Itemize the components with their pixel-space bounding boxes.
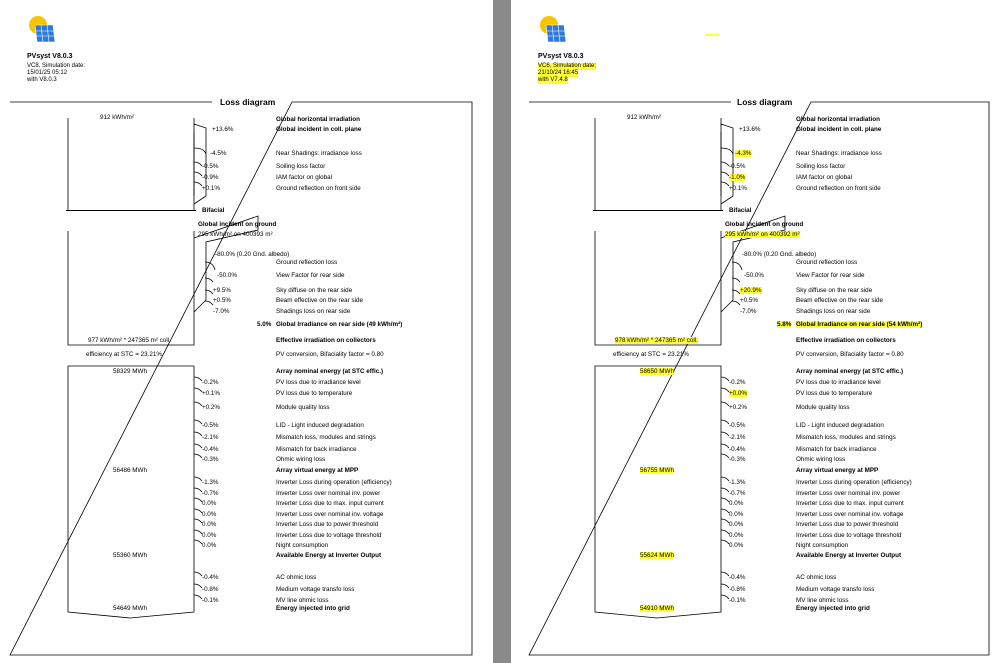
label-mv-transfo: Medium voltage transfo loss bbox=[276, 586, 355, 593]
pct-mismatch: -2.1% bbox=[729, 434, 746, 441]
report-page-left bbox=[0, 0, 493, 663]
label-inv-volt: Inverter Loss over nominal inv. voltage bbox=[796, 511, 904, 518]
label-temp: PV loss due to temperature bbox=[796, 390, 873, 397]
pct-view: -50.0% bbox=[744, 272, 764, 279]
pct-lid: -0.5% bbox=[729, 422, 746, 429]
nominal-energy-value: 58329 MWh bbox=[113, 368, 147, 375]
label-soil: Soiling loss factor bbox=[276, 163, 326, 170]
pct-inv-vth: 0.0% bbox=[202, 532, 217, 539]
pct-iam: -0.9% bbox=[202, 174, 219, 181]
stc-efficiency: efficiency at STC = 23.21% bbox=[613, 351, 690, 358]
effective-irradiance-value: 978 kWh/m² * 247365 m² coll. bbox=[615, 337, 698, 344]
label-pvconv: PV conversion, Bifaciality factor = 0.80 bbox=[276, 351, 384, 358]
ground-value: 295 kWh/m² on 400393 m² bbox=[198, 231, 273, 238]
label-gcoll: Global incident in coll. plane bbox=[276, 126, 362, 133]
label-view: View Factor for rear side bbox=[796, 272, 865, 279]
label-near: Near Shadings: irradiance loss bbox=[796, 150, 882, 157]
label-iam: IAM factor on global bbox=[796, 174, 853, 181]
label-soil: Soiling loss factor bbox=[796, 163, 846, 170]
label-inv-pth: Inverter Loss due to power threshold bbox=[276, 521, 379, 528]
label-beam: Beam effective on the rear side bbox=[796, 297, 884, 304]
label-ohmic: Ohmic wiring loss bbox=[796, 456, 846, 463]
sim-date: 15/01/25 05:12 bbox=[27, 70, 68, 76]
pct-ohmic: -0.3% bbox=[202, 456, 219, 463]
bifacial-label: Bifacial bbox=[729, 207, 752, 214]
pct-lid: -0.5% bbox=[202, 422, 219, 429]
label-nominal: Array nominal energy (at STC effic.) bbox=[276, 368, 384, 375]
sim-version: with V8.0.3 bbox=[27, 77, 57, 83]
label-mq: Module quality loss bbox=[796, 404, 850, 411]
label-ghi: Global horizontal irradiation bbox=[276, 116, 360, 123]
pct-mv-line: -0.1% bbox=[202, 597, 219, 604]
label-effective: Effective irradiation on collectors bbox=[276, 337, 376, 344]
label-ground-loss: Ground reflection loss bbox=[276, 259, 338, 266]
pct-mv-transfo: -0.8% bbox=[202, 586, 219, 593]
label-nominal: Array nominal energy (at STC effic.) bbox=[796, 368, 904, 375]
label-pvconv: PV conversion, Bifaciality factor = 0.80 bbox=[796, 351, 904, 358]
label-gcoll: Global incident in coll. plane bbox=[796, 126, 882, 133]
label-inv-pow: Inverter Loss over nominal inv. power bbox=[276, 490, 381, 497]
label-ac: AC ohmic loss bbox=[796, 574, 837, 581]
pct-irr: -0.2% bbox=[729, 379, 746, 386]
pct-inv-volt: 0.0% bbox=[729, 511, 744, 518]
pct-sky: +9.5% bbox=[213, 287, 232, 294]
pct-inv-pth: 0.0% bbox=[729, 521, 744, 528]
label-grid: Energy injected into grid bbox=[796, 605, 870, 612]
label-night: Night consumption bbox=[796, 542, 849, 549]
grid-energy-value: 54649 MWh bbox=[113, 605, 147, 612]
label-ghi: Global horizontal irradiation bbox=[796, 116, 880, 123]
label-lid: LID - Light induced degradation bbox=[796, 422, 884, 429]
top-irradiance-value: 912 kWh/m² bbox=[627, 114, 661, 121]
sim-date-label: VC6, Simulation date: bbox=[538, 63, 597, 69]
label-shade-rear: Shadings loss on rear side bbox=[276, 308, 351, 315]
pct-beam: +0.5% bbox=[213, 297, 232, 304]
pct-coll: +13.6% bbox=[739, 126, 761, 133]
label-iam: IAM factor on global bbox=[276, 174, 333, 181]
pct-ohmic: -0.3% bbox=[729, 456, 746, 463]
app-version: PVsyst V8.0.3 bbox=[538, 53, 584, 60]
virtual-energy-value: 56486 MWh bbox=[113, 467, 147, 474]
pct-mq: +0.2% bbox=[202, 404, 221, 411]
pct-inv-vth: 0.0% bbox=[729, 532, 744, 539]
virtual-energy-value: 56755 MWh bbox=[640, 467, 674, 474]
ground-title: Global incident on ground bbox=[198, 221, 277, 228]
pct-inv-pow: -0.7% bbox=[729, 490, 746, 497]
label-ground-front: Ground reflection on front side bbox=[276, 185, 361, 192]
pct-near: -4.3% bbox=[735, 150, 752, 157]
pct-rear-total: 5.8% bbox=[777, 321, 792, 328]
report-page-right bbox=[511, 0, 1000, 663]
pct-shade-rear: -7.0% bbox=[213, 308, 230, 315]
pct-inv-cur: 0.0% bbox=[729, 500, 744, 507]
label-back: Mismatch for back irradiance bbox=[796, 446, 877, 453]
loss-diagram-title: Loss diagram bbox=[733, 97, 796, 107]
label-near: Near Shadings: irradiance loss bbox=[276, 150, 362, 157]
albedo-value: -80.0% (0.20 Gnd. albedo) bbox=[215, 251, 290, 258]
label-rear-total: Global Irradiance on rear side (54 kWh/m²) bbox=[796, 321, 923, 328]
pct-iam: -1.0% bbox=[729, 174, 746, 181]
bifacial-band bbox=[593, 210, 723, 231]
label-inv-op: Inverter Loss during operation (efficiency) bbox=[276, 479, 392, 486]
ground-title: Global incident on ground bbox=[725, 221, 804, 228]
ground-value: 295 kWh/m² on 400392 m² bbox=[725, 231, 800, 238]
nominal-energy-value: 58650 MWh bbox=[640, 368, 674, 375]
label-grid: Energy injected into grid bbox=[276, 605, 350, 612]
pct-mq: +0.2% bbox=[729, 404, 748, 411]
label-sky: Sky diffuse on the rear side bbox=[276, 287, 353, 294]
label-virtual: Array virtual energy at MPP bbox=[276, 467, 359, 474]
pct-mismatch: -2.1% bbox=[202, 434, 219, 441]
label-view: View Factor for rear side bbox=[276, 272, 345, 279]
label-inv-vth: Inverter Loss due to voltage threshold bbox=[796, 532, 902, 539]
pct-night: 0.0% bbox=[729, 542, 744, 549]
pct-temp: +0.0% bbox=[729, 390, 748, 397]
bifacial-label: Bifacial bbox=[202, 207, 225, 214]
label-effective: Effective irradiation on collectors bbox=[796, 337, 896, 344]
pct-ac: -0.4% bbox=[729, 574, 746, 581]
label-night: Night consumption bbox=[276, 542, 329, 549]
label-shade-rear: Shadings loss on rear side bbox=[796, 308, 871, 315]
pct-inv-op: -1.3% bbox=[729, 479, 746, 486]
label-mismatch: Mismatch loss, modules and strings bbox=[276, 434, 376, 441]
label-mq: Module quality loss bbox=[276, 404, 330, 411]
inverter-output-value: 55360 MWh bbox=[113, 552, 147, 559]
label-inv-volt: Inverter Loss over nominal inv. voltage bbox=[276, 511, 384, 518]
pct-beam: +0.5% bbox=[740, 297, 759, 304]
app-version: PVsyst V8.0.3 bbox=[27, 53, 73, 60]
label-inverter-out: Available Energy at Inverter Output bbox=[796, 552, 902, 559]
label-inv-vth: Inverter Loss due to voltage threshold bbox=[276, 532, 382, 539]
label-inverter-out: Available Energy at Inverter Output bbox=[276, 552, 382, 559]
grid-energy-value: 54910 MWh bbox=[640, 605, 674, 612]
label-temp: PV loss due to temperature bbox=[276, 390, 353, 397]
label-inv-pow: Inverter Loss over nominal inv. power bbox=[796, 490, 901, 497]
label-rear-total: Global Irradiance on rear side (49 kWh/m²) bbox=[276, 321, 403, 328]
pct-inv-cur: 0.0% bbox=[202, 500, 217, 507]
label-lid: LID - Light induced degradation bbox=[276, 422, 364, 429]
label-virtual: Array virtual energy at MPP bbox=[796, 467, 879, 474]
label-inv-cur: Inverter Loss due to max. input current bbox=[796, 500, 904, 507]
label-ground-front: Ground reflection on front side bbox=[796, 185, 881, 192]
pct-back: -0.4% bbox=[729, 446, 746, 453]
loss-diagram-title: Loss diagram bbox=[216, 97, 279, 107]
label-inv-cur: Inverter Loss due to max. input current bbox=[276, 500, 384, 507]
pct-inv-op: -1.3% bbox=[202, 479, 219, 486]
pct-soil: -0.5% bbox=[202, 163, 219, 170]
pct-near: -4.5% bbox=[210, 150, 227, 157]
pct-coll: +13.6% bbox=[212, 126, 234, 133]
label-mismatch: Mismatch loss, modules and strings bbox=[796, 434, 896, 441]
pct-inv-volt: 0.0% bbox=[202, 511, 217, 518]
effective-irradiance-value: 977 kWh/m² * 247365 m² coll. bbox=[88, 337, 171, 344]
label-irr: PV loss due to irradiance level bbox=[796, 379, 881, 386]
pct-rear-total: 5.0% bbox=[257, 321, 272, 328]
top-irradiance-value: 912 kWh/m² bbox=[100, 114, 134, 121]
stc-efficiency: efficiency at STC = 23.21% bbox=[86, 351, 163, 358]
pct-temp: +0.1% bbox=[202, 390, 221, 397]
sim-date: 21/10/24 16:45 bbox=[538, 70, 579, 76]
sim-date-label: VC8, Simulation date: bbox=[27, 63, 86, 69]
label-beam: Beam effective on the rear side bbox=[276, 297, 364, 304]
label-inv-pth: Inverter Loss due to power threshold bbox=[796, 521, 899, 528]
pct-mv-transfo: -0.8% bbox=[729, 586, 746, 593]
pct-inv-pow: -0.7% bbox=[202, 490, 219, 497]
label-mv-line: MV line ohmic loss bbox=[796, 597, 849, 604]
label-ground-loss: Ground reflection loss bbox=[796, 259, 858, 266]
pct-ground-front: +0.1% bbox=[729, 185, 748, 192]
label-mv-line: MV line ohmic loss bbox=[276, 597, 329, 604]
pct-ac: -0.4% bbox=[202, 574, 219, 581]
pct-irr: -0.2% bbox=[202, 379, 219, 386]
pct-view: -50.0% bbox=[217, 272, 237, 279]
pct-night: 0.0% bbox=[202, 542, 217, 549]
pct-inv-pth: 0.0% bbox=[202, 521, 217, 528]
label-sky: Sky diffuse on the rear side bbox=[796, 287, 873, 294]
label-back: Mismatch for back irradiance bbox=[276, 446, 357, 453]
pct-mv-line: -0.1% bbox=[729, 597, 746, 604]
label-irr: PV loss due to irradiance level bbox=[276, 379, 361, 386]
albedo-value: -80.0% (0.20 Gnd. albedo) bbox=[742, 251, 817, 258]
pct-shade-rear: -7.0% bbox=[740, 308, 757, 315]
inverter-output-value: 55624 MWh bbox=[640, 552, 674, 559]
bifacial-band bbox=[66, 210, 196, 231]
pct-back: -0.4% bbox=[202, 446, 219, 453]
pct-ground-front: +0.1% bbox=[202, 185, 221, 192]
label-ohmic: Ohmic wiring loss bbox=[276, 456, 326, 463]
pct-sky: +20.9% bbox=[740, 287, 762, 294]
sim-version: with V7.4.8 bbox=[538, 77, 568, 83]
label-mv-transfo: Medium voltage transfo loss bbox=[796, 586, 875, 593]
pct-soil: -0.5% bbox=[729, 163, 746, 170]
label-inv-op: Inverter Loss during operation (efficiency) bbox=[796, 479, 912, 486]
label-ac: AC ohmic loss bbox=[276, 574, 317, 581]
